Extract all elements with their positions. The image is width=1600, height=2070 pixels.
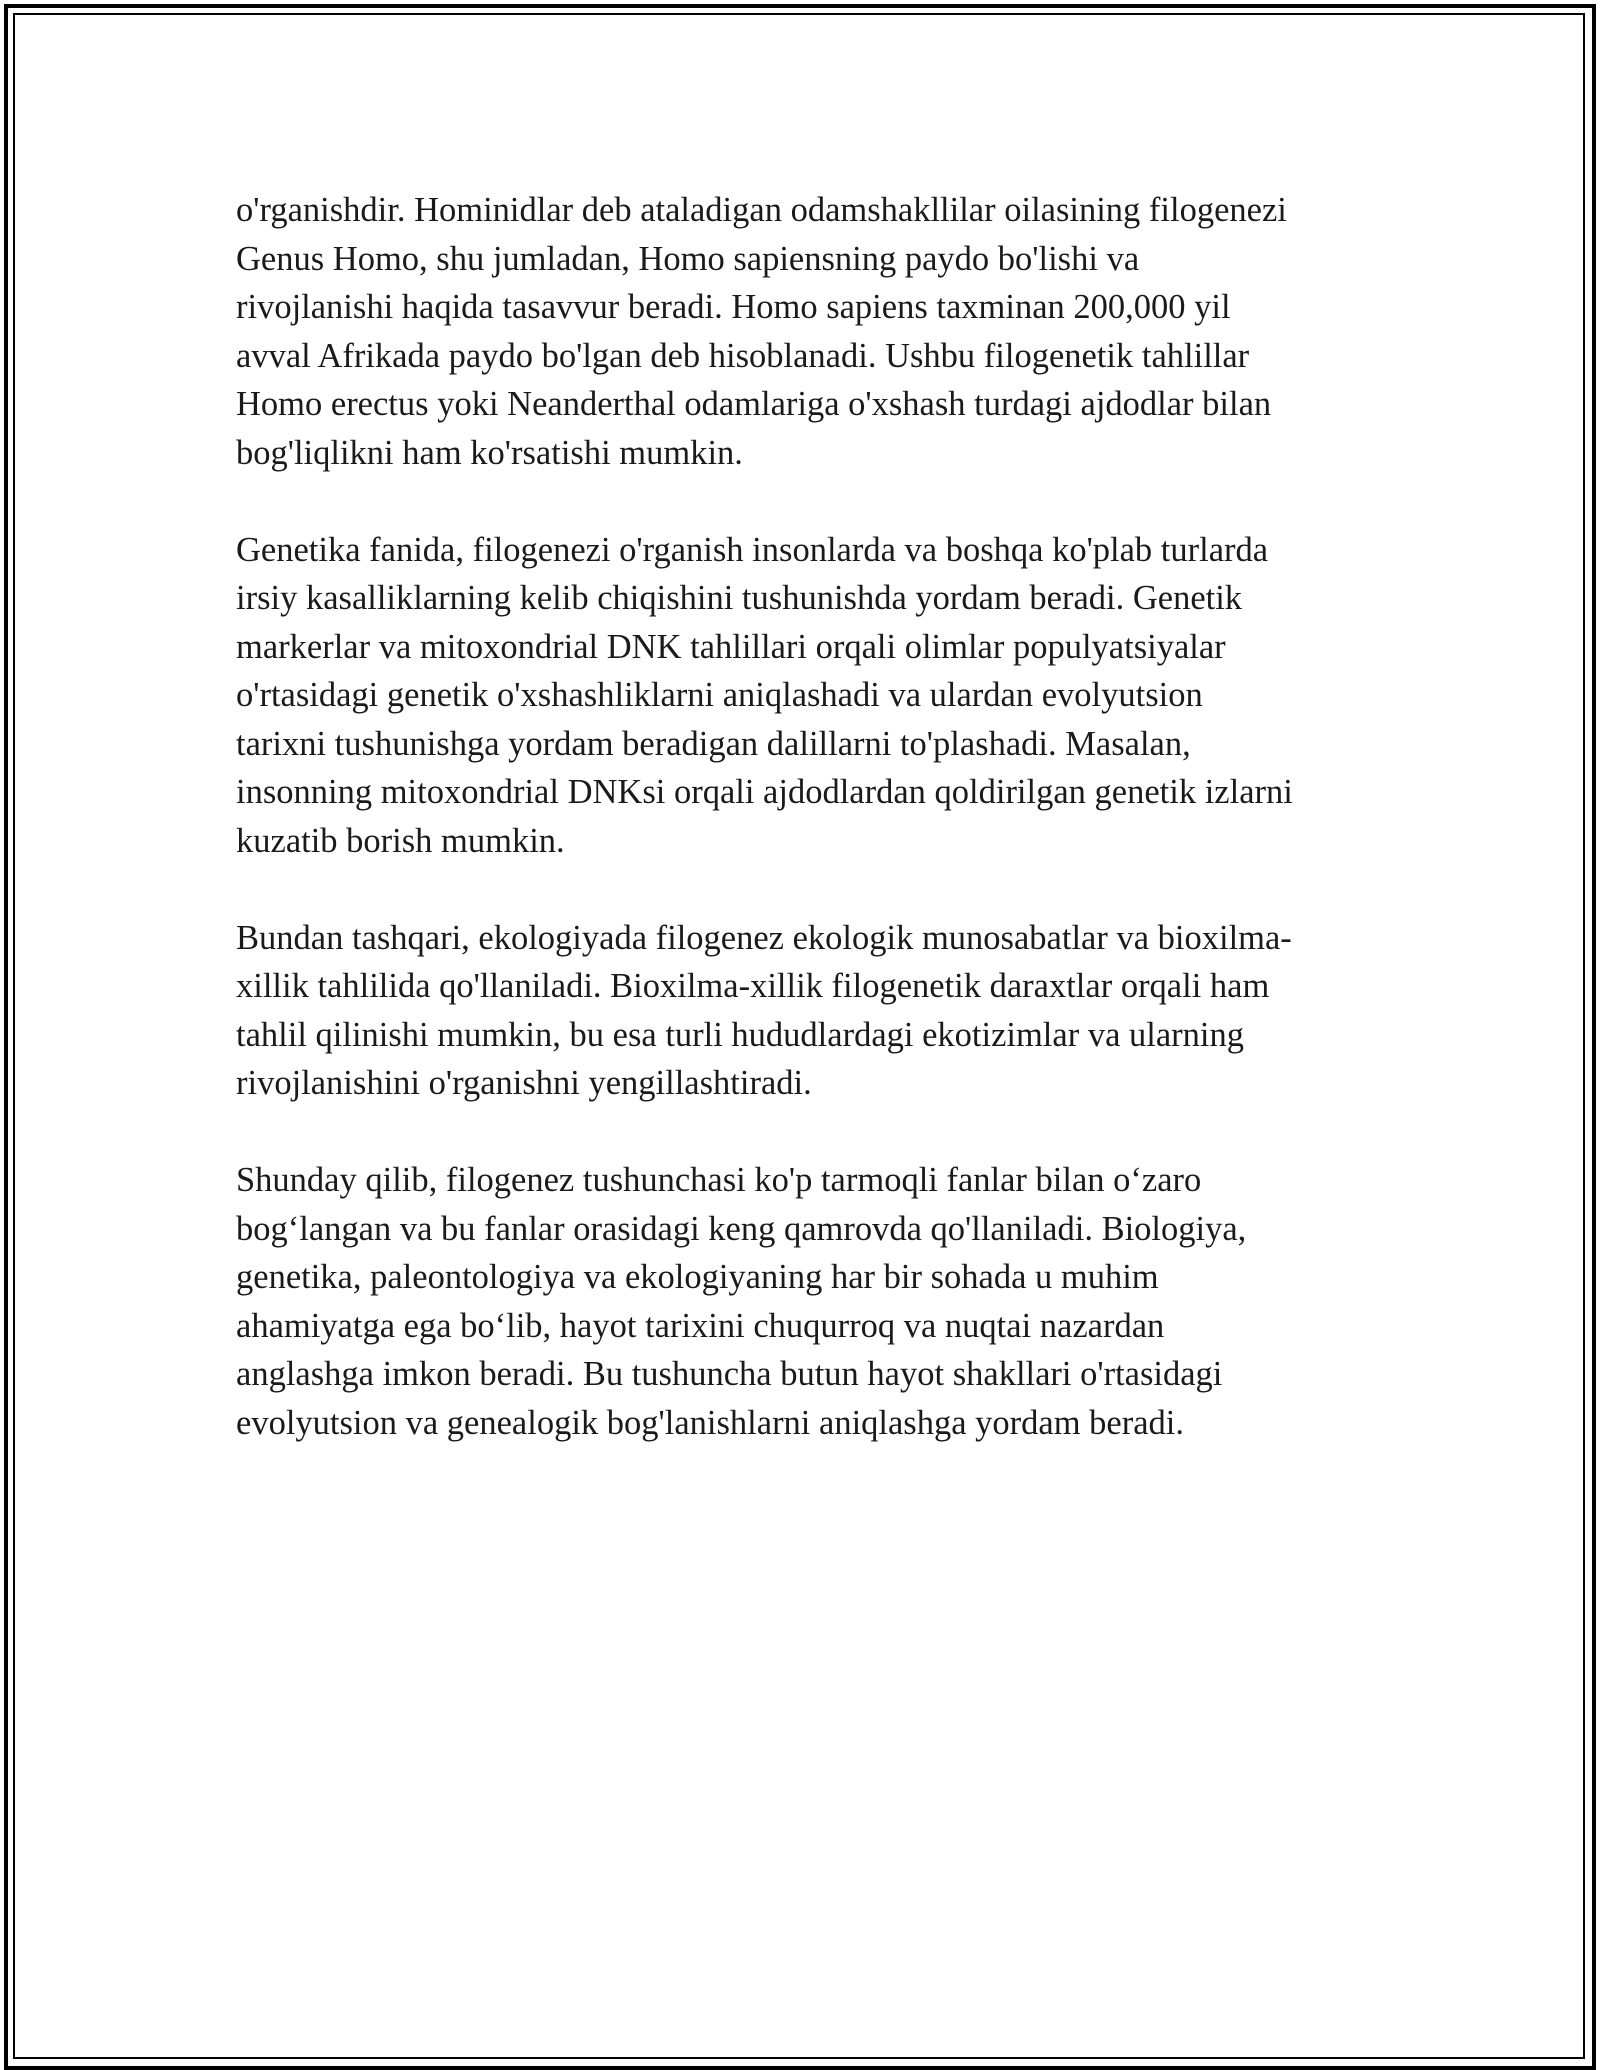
text-line: irsiy kasalliklarning kelib chiqishini tushunishda yordam beradi. Genetik <box>236 579 1243 617</box>
paragraph-3 <box>236 914 1366 1108</box>
text-line: bog'liqlikni ham ko'rsatishi mumkin. <box>236 433 743 472</box>
text-line: rivojlanishini o'rganishni yengillashtiradi. <box>236 1064 812 1102</box>
text-line: insonning mitoxondrial DNKsi orqali ajdodlardan qoldirilgan genetik izlarni <box>236 773 1293 811</box>
text-line: genetika, paleontologiya va ekologiyaning har bir sohada u muhim <box>236 1258 1159 1296</box>
text-line: tahlil qilinishi mumkin, bu esa turli hududlardagi ekotizimlar va ularning <box>236 1015 1244 1054</box>
text-line: Genus Homo, shu jumladan, Homo sapiensning paydo bo'lishi va <box>236 239 1140 278</box>
paragraph-2 <box>236 526 1366 866</box>
text-line: rivojlanishi haqida tasavvur beradi. Homo sapiens taxminan 200,000 yil <box>236 288 1231 326</box>
text-line: kuzatib borish mumkin. <box>236 821 565 860</box>
paragraph-1 <box>236 186 1366 477</box>
text-line: Bundan tashqari, ekologiyada filogenez ekologik munosabatlar va bioxilma- <box>236 918 1292 957</box>
text-line: Homo erectus yoki Neanderthal odamlariga o'xshash turdagi ajdodlar bilan <box>236 385 1272 423</box>
text-line: o'rganishdir. Hominidlar deb ataladigan odamshakllilar oilasining filogenezi <box>236 191 1287 229</box>
paragraph-4 <box>236 1156 1366 1447</box>
document-body <box>236 186 1366 1447</box>
text-line: evolyutsion va genealogik bog'lanishlarni aniqlashga yordam beradi. <box>236 1403 1185 1442</box>
text-line: tarixni tushunishga yordam beradigan dalillarni to'plashadi. Masalan, <box>236 724 1191 763</box>
text-line: Shunday qilib, filogenez tushunchasi ko'p tarmoqli fanlar bilan o‘zaro <box>236 1161 1202 1199</box>
text-line: bog‘langan va bu fanlar orasidagi keng qamrovda qo'llaniladi. Biologiya, <box>236 1209 1247 1248</box>
text-line: xillik tahlilida qo'llaniladi. Bioxilma-xillik filogenetik daraxtlar orqali ham <box>236 967 1270 1005</box>
text-line: o'rtasidagi genetik o'xshashliklarni aniqlashadi va ulardan evolyutsion <box>236 676 1203 714</box>
text-line: anglashga imkon beradi. Bu tushuncha butun hayot shakllari o'rtasidagi <box>236 1355 1223 1393</box>
text-line: avval Afrikada paydo bo'lgan deb hisoblanadi. Ushbu filogenetik tahlillar <box>236 336 1250 375</box>
text-line: Genetika fanida, filogenezi o'rganish insonlarda va boshqa ko'plab turlarda <box>236 530 1269 569</box>
text-line: markerlar va mitoxondrial DNK tahlillari orqali olimlar populyatsiyalar <box>236 627 1226 666</box>
text-line: ahamiyatga ega bo‘lib, hayot tarixini chuqurroq va nuqtai nazardan <box>236 1306 1165 1345</box>
